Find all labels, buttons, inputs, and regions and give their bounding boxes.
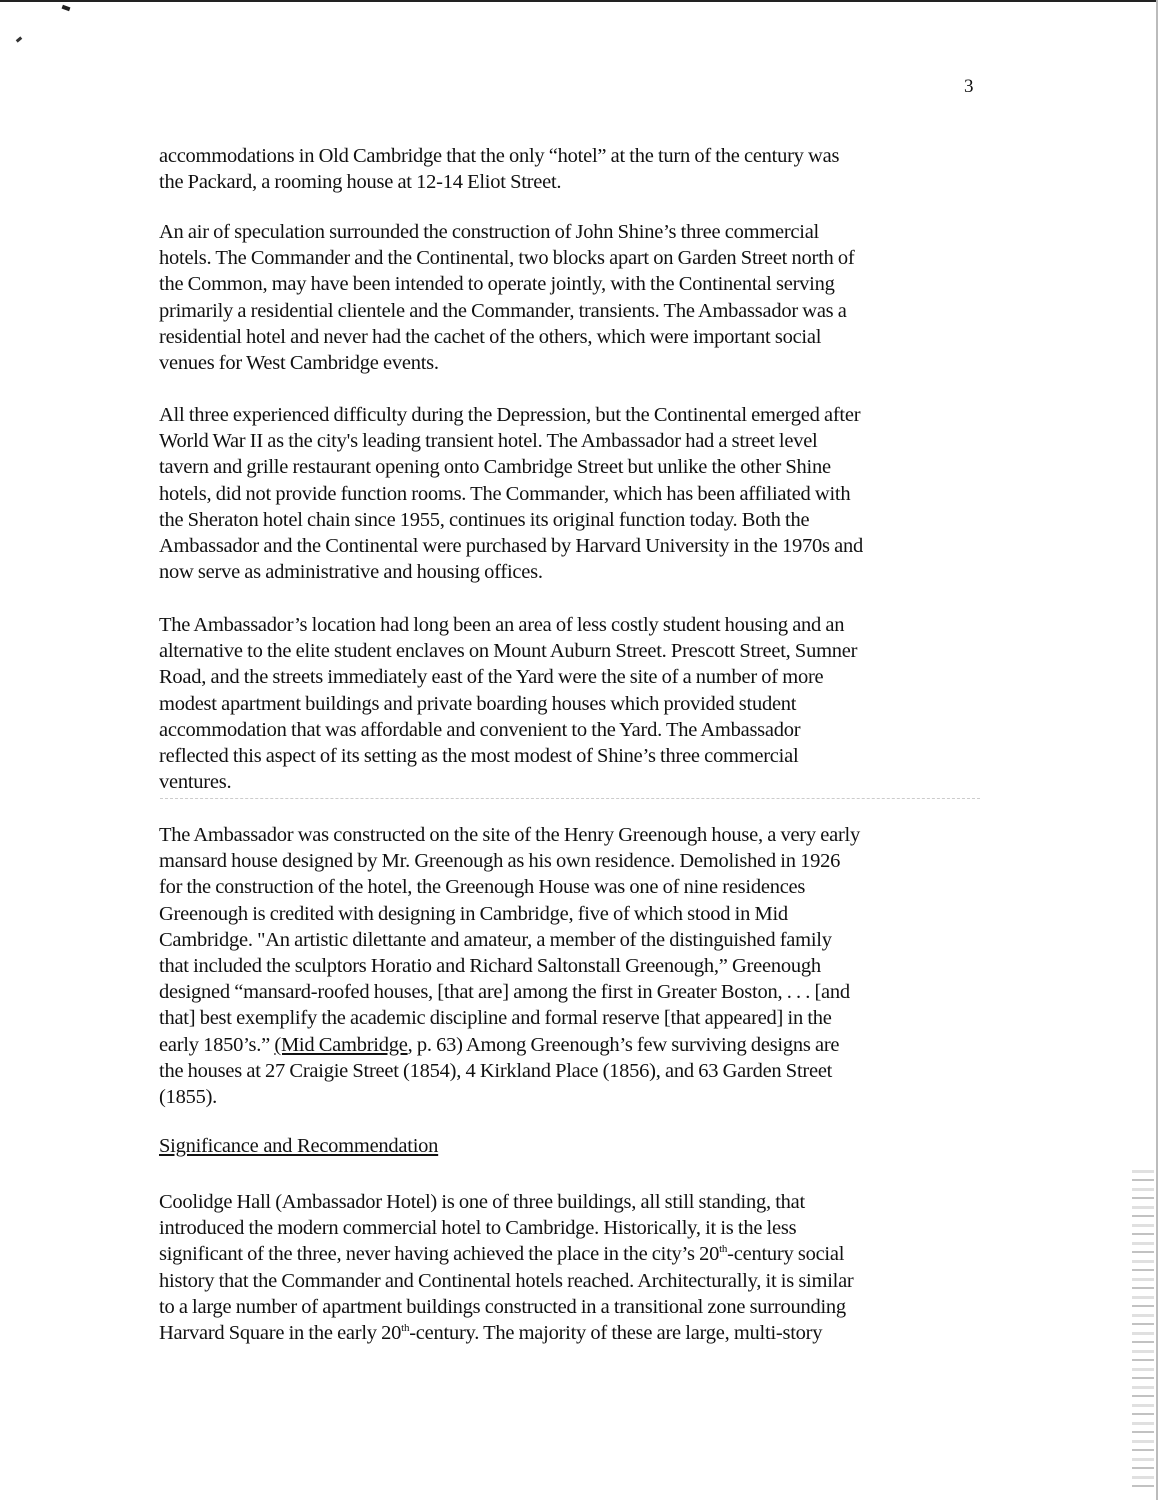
significance-paragraph	[159, 1189, 979, 1346]
text-line: mansard house designed by Mr. Greenough as his own residence. Demolished in 1926	[159, 850, 841, 873]
text-line: Cambridge. "An artistic dilettante and amateur, a member of the distinguished family	[159, 928, 832, 951]
paragraph-2	[159, 219, 979, 376]
scan-speck	[16, 36, 23, 42]
citation-source-title: (Mid Cambridge	[274, 1033, 408, 1056]
text-line: (1855).	[159, 1086, 218, 1109]
text-line: tavern and grille restaurant opening onto Cambridge Street but unlike the other Shine	[159, 456, 831, 479]
superscript: th	[719, 1243, 728, 1256]
text-line: Coolidge Hall (Ambassador Hotel) is one of three buildings, all still standing, that	[159, 1191, 805, 1213]
text-line: ventures.	[159, 771, 232, 794]
text-line: The Ambassador was constructed on the site of the Henry Greenough house, a very early	[159, 824, 860, 846]
paragraph-1	[159, 143, 979, 195]
text-line	[159, 1241, 979, 1267]
text-line: that] best exemplify the academic discipline and formal reserve [that appeared] in the	[159, 1007, 832, 1030]
text-line: designed “mansard-roofed houses, [that are] among the first in Greater Boston, . . . [and	[159, 981, 850, 1004]
paragraph-4	[159, 612, 979, 795]
text-line: Greenough is credited with designing in Cambridge, five of which stood in Mid	[159, 902, 788, 925]
page-number: 3	[964, 76, 974, 97]
superscript: th	[401, 1322, 410, 1335]
text-line: The Ambassador’s location had long been an area of less costly student housing and an	[159, 614, 845, 636]
text-line: residential hotel and never had the cachet of the others, which were important social	[159, 325, 822, 348]
text-segment: -century. The majority of these are large, multi-story	[409, 1322, 823, 1345]
text-line: the Sheraton hotel chain since 1955, continues its original function today. Both the	[159, 508, 810, 531]
text-line: the Packard, a rooming house at 12-14 Eliot Street.	[159, 171, 562, 194]
text-line: hotels. The Commander and the Continental, two blocks apart on Garden Street north of	[159, 247, 855, 270]
text-line: Ambassador and the Continental were purchased by Harvard University in the 1970s and	[159, 535, 863, 558]
text-line: history that the Commander and Continental hotels reached. Architecturally, it is similar	[159, 1269, 854, 1292]
text-line: to a large number of apartment buildings constructed in a transitional zone surrounding	[159, 1295, 846, 1318]
text-line: for the construction of the hotel, the Greenough House was one of nine residences	[159, 876, 806, 899]
scan-edge-noise	[1132, 1170, 1154, 1490]
text-line: the houses at 27 Craigie Street (1854), 4 Kirkland Place (1856), and 63 Garden Street	[159, 1059, 833, 1082]
scan-fold-line	[160, 798, 980, 799]
text-line: primarily a residential clientele and the Commander, transients. The Ambassador was a	[159, 299, 847, 322]
citation-line	[159, 1032, 979, 1058]
scan-top-edge	[0, 0, 1158, 2]
text-line: that included the sculptors Horatio and Richard Saltonstall Greenough,” Greenough	[159, 955, 821, 978]
text-line	[159, 1320, 979, 1346]
text-line: introduced the modern commercial hotel to Cambridge. Historically, it is the less	[159, 1217, 797, 1240]
section-heading: Significance and Recommendation	[159, 1135, 439, 1157]
text-line: venues for West Cambridge events.	[159, 352, 439, 375]
text-line: All three experienced difficulty during the Depression, but the Continental emerged after	[159, 404, 861, 426]
text-segment: significant of the three, never having achieved the place in the city’s 20	[159, 1243, 720, 1266]
text-line: modest apartment buildings and private boarding houses which provided student	[159, 692, 797, 715]
text-line: An air of speculation surrounded the construction of John Shine’s three commercial	[159, 221, 819, 243]
text-segment: -century social	[727, 1243, 845, 1266]
paragraph-3	[159, 402, 979, 585]
text-line: accommodation that was affordable and convenient to the Yard. The Ambassador	[159, 718, 801, 741]
text-line: Road, and the streets immediately east of the Yard were the site of a number of more	[159, 666, 824, 689]
citation-text-after: , p. 63) Among Greenough’s few surviving designs are	[407, 1033, 840, 1056]
paragraph-5	[159, 822, 979, 1110]
text-line: the Common, may have been intended to operate jointly, with the Continental serving	[159, 273, 835, 296]
citation-text-before: early 1850’s.”	[159, 1033, 275, 1056]
text-line: alternative to the elite student enclaves on Mount Auburn Street. Prescott Street, Sumner	[159, 640, 858, 663]
text-line: World War II as the city's leading transient hotel. The Ambassador had a street level	[159, 430, 818, 453]
text-line: hotels, did not provide function rooms. The Commander, which has been affiliated with	[159, 482, 851, 505]
text-line: now serve as administrative and housing offices.	[159, 561, 543, 584]
text-segment: Harvard Square in the early 20	[159, 1322, 402, 1345]
text-line: reflected this aspect of its setting as the most modest of Shine’s three commercial	[159, 745, 799, 768]
scan-speck	[62, 5, 71, 11]
text-line: accommodations in Old Cambridge that the only “hotel” at the turn of the century was	[159, 145, 840, 167]
